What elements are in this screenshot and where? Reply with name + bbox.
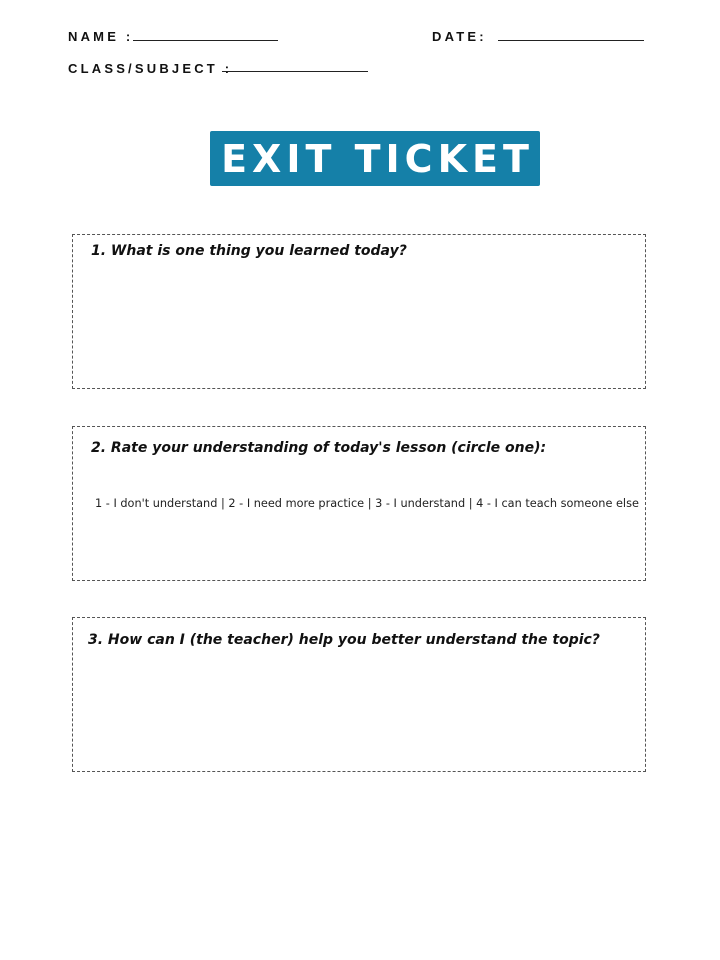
page-title: EXIT TICKET <box>221 136 534 181</box>
class-subject-write-line[interactable] <box>222 71 368 72</box>
understanding-scale: 1 - I don't understand | 2 - I need more practice | 3 - I understand | 4 - I can teach someone else <box>95 497 639 510</box>
question-2-prompt: 2. Rate your understanding of today's lesson (circle one): <box>91 440 547 456</box>
class-subject-label: CLASS/SUBJECT : <box>68 61 233 76</box>
name-label: NAME : <box>68 29 134 44</box>
date-label: DATE: <box>432 29 487 44</box>
name-write-line[interactable] <box>133 40 278 41</box>
question-3-prompt: 3. How can I (the teacher) help you better understand the topic? <box>88 632 600 648</box>
question-2-box[interactable] <box>72 426 646 581</box>
title-banner <box>210 131 540 186</box>
question-1-box[interactable] <box>72 234 646 389</box>
question-1-prompt: 1. What is one thing you learned today? <box>91 243 407 259</box>
question-3-box[interactable] <box>72 617 646 772</box>
date-write-line[interactable] <box>498 40 644 41</box>
